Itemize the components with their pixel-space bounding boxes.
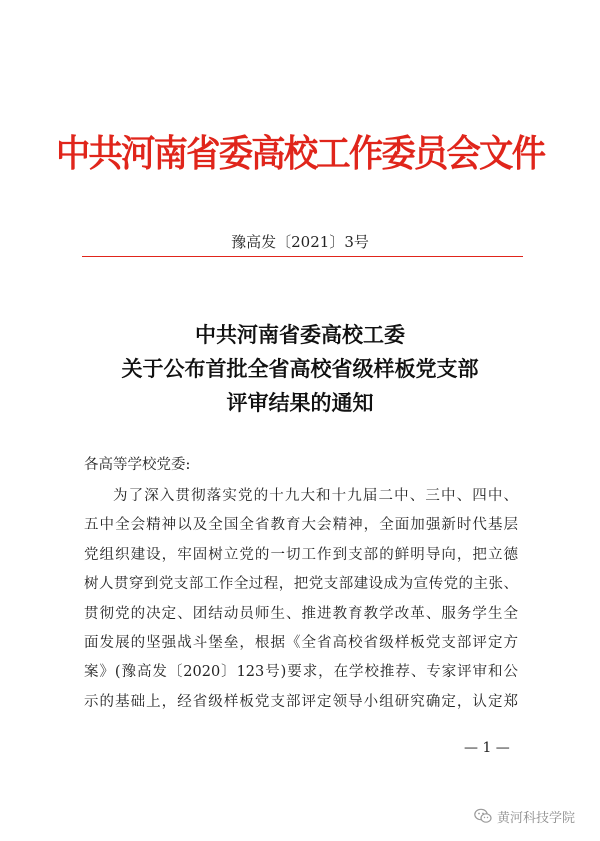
title-line-1: 中共河南省委高校工委 — [195, 322, 405, 347]
wechat-icon — [474, 808, 492, 824]
body-paragraph — [84, 482, 518, 717]
body-line: 树人贯穿到党支部工作全过程，把党支部建设成为宣传党的主张、 — [84, 576, 518, 593]
salutation: 各高等学校党委: — [84, 457, 191, 473]
body-line: 案》(豫高发〔2020〕123号)要求，在学校推荐、专家评审和公 — [84, 664, 518, 681]
title-line-3: 评审结果的通知 — [226, 390, 374, 415]
document-number: 豫高发〔2021〕3号 — [231, 233, 369, 251]
watermark-text: 黄河科技学院 — [497, 810, 576, 826]
page-number: — 1 — — [464, 740, 510, 756]
body-line: 五中全会精神以及全国全省教育大会精神，全面加强新时代基层 — [84, 517, 518, 534]
red-divider-line — [82, 256, 523, 257]
wechat-watermark — [474, 806, 575, 826]
body-line: 为了深入贯彻落实党的十九大和十九届二中、三中、四中、 — [113, 488, 518, 504]
issuer-header: 中共河南省委高校工作委员会文件 — [55, 131, 545, 175]
body-line: 贯彻党的决定、团结动员师生、推进教育教学改革、服务学生全 — [84, 605, 518, 622]
body-line: 示的基础上，经省级样板党支部评定领导小组研究确定，认定郑 — [84, 693, 518, 710]
body-line: 党组织建设，牢固树立党的一切工作到支部的鲜明导向，把立德 — [84, 546, 518, 563]
document-title — [0, 318, 600, 420]
title-line-2: 关于公布首批全省高校省级样板党支部 — [121, 356, 479, 381]
body-line: 面发展的坚强战斗堡垒，根据《全省高校省级样板党支部评定方 — [84, 634, 518, 651]
